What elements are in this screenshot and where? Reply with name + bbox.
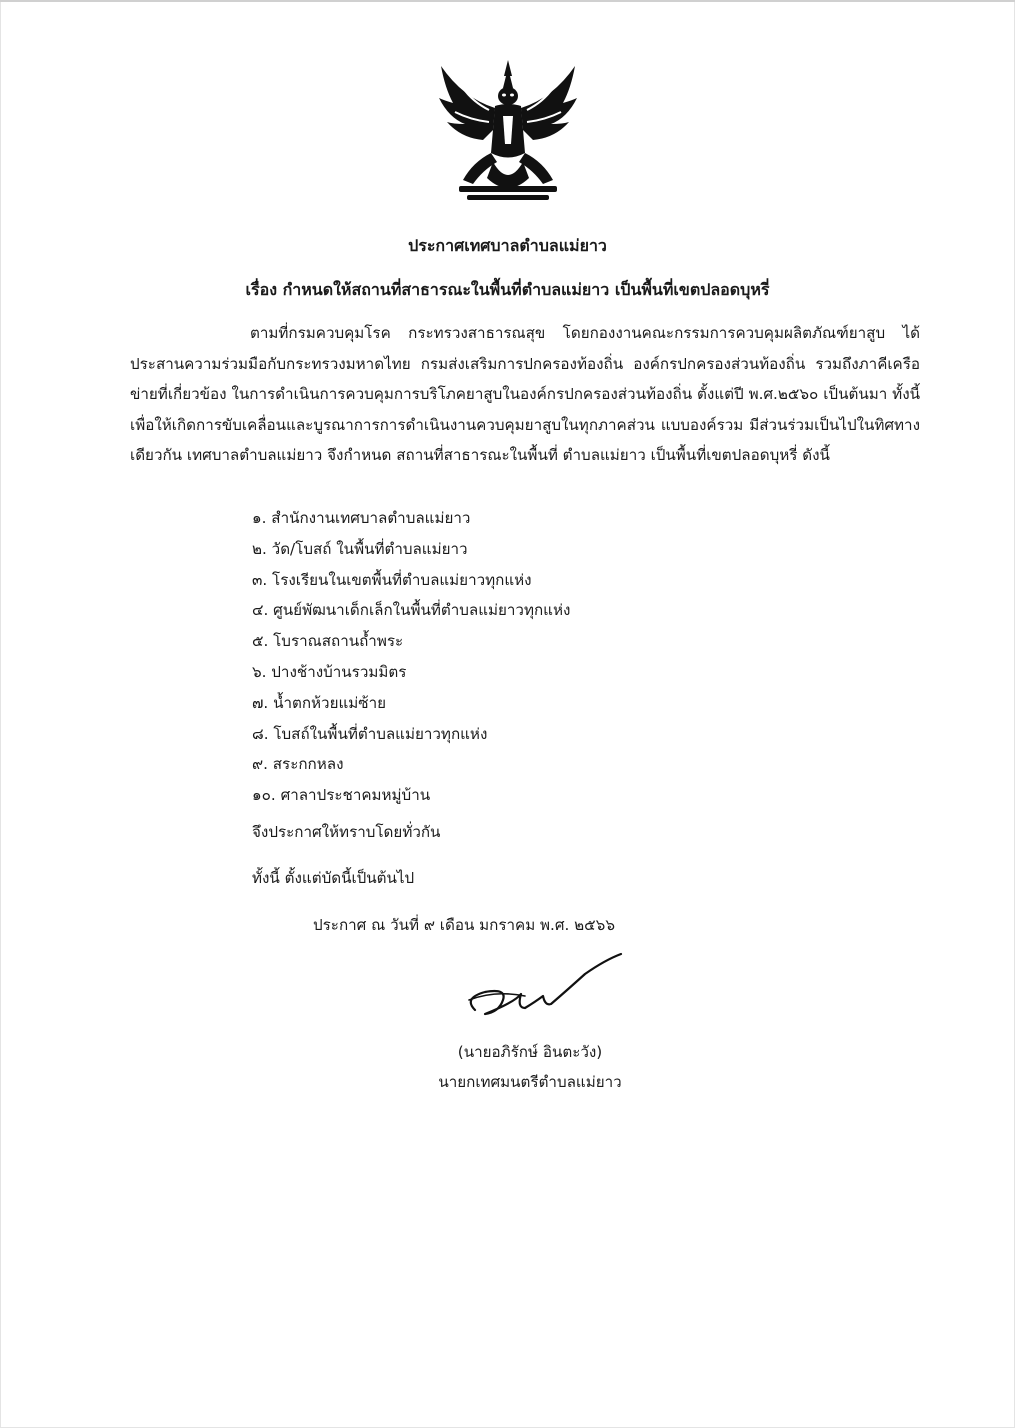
list-item: ๕. โบราณสถานถ้ำพระ xyxy=(252,632,404,651)
list-item: ๓. โรงเรียนในเขตพื้นที่ตำบลแม่ยาวทุกแห่ง xyxy=(252,570,532,589)
signature-icon xyxy=(455,952,635,1032)
list-item: ๘. โบสถ์ในพื้นที่ตำบลแม่ยาวทุกแห่ง xyxy=(252,724,488,743)
list-item: ๙. สระกกหลง xyxy=(252,755,344,774)
list-item: ๒. วัด/โบสถ์ ในพื้นที่ตำบลแม่ยาว xyxy=(252,539,468,558)
signer-name: (นายอภิรักษ์ อินตะวัง) xyxy=(457,1043,603,1061)
smoke-free-places-list xyxy=(252,503,570,811)
list-item: ๑๐. ศาลาประชาคมหมู่บ้าน xyxy=(252,786,431,805)
list-item: ๔. ศูนย์พัฒนาเด็กเล็กในพื้นที่ตำบลแม่ยาวทุกแห่ง xyxy=(252,601,571,620)
list-item: ๗. น้ำตกห้วยแม่ซ้าย xyxy=(252,693,387,712)
document-subject: เรื่อง กำหนดให้สถานที่สาธารณะในพื้นที่ตำบลแม่ยาว เป็นพื้นที่เขตปลอดบุหรี่ xyxy=(245,280,770,299)
document-header: ประกาศเทศบาลตำบลแม่ยาว xyxy=(408,236,607,255)
signer-title: นายกเทศมนตรีตำบลแม่ยาว xyxy=(438,1073,622,1091)
list-item: ๑. สำนักงานเทศบาลตำบลแม่ยาว xyxy=(252,509,471,527)
body-text: ตามที่กรมควบคุมโรค กระทรวงสาธารณสุข โดยกองงานคณะกรรมการควบคุมผลิตภัณฑ์ยาสูบ ได้ประสานความร่วมมือกับกระทรวงมหาดไทย กรมส่งเสริมการปกครองท้องถิ่น องค์กรปกครองส่วนท้องถิ่น รวมถึงภาคีเครือข่ายที่เกี่ยวข้อง ในการดำเนินการควบคุมการบริโภคยาสูบในองค์กรปกครองส่วนท้องถิ่น ตั้งแต่ปี พ.ศ.๒๕๖๐ เป็นต้นมา ทั้งนี้เพื่อให้เกิดการขับเคลื่อนและบูรณาการการดำเนินงานควบคุมยาสูบในทุกภาคส่วน แบบองค์รวม มีส่วนร่วมเป็นไปในทิศทางเดียวกัน เทศบาลตำบลแม่ยาว จึงกำหนด สถานที่สาธารณะในพื้นที่ ตำบลแม่ยาว เป็นพื้นที่เขตปลอดบุหรี่ ดังนี้ xyxy=(130,324,920,464)
garuda-emblem-icon xyxy=(433,58,583,208)
top-rule xyxy=(0,0,1015,2)
closing-effective: ทั้งนี้ ตั้งแต่บัดนี้เป็นต้นไป xyxy=(252,869,415,887)
date-line: ประกาศ ณ วันที่ ๙ เดือน มกราคม พ.ศ. ๒๕๖๖ xyxy=(313,916,615,934)
list-item: ๖. ปางช้างบ้านรวมมิตร xyxy=(252,662,407,681)
body-paragraph xyxy=(130,318,920,471)
closing-announcement: จึงประกาศให้ทราบโดยทั่วกัน xyxy=(252,823,441,841)
